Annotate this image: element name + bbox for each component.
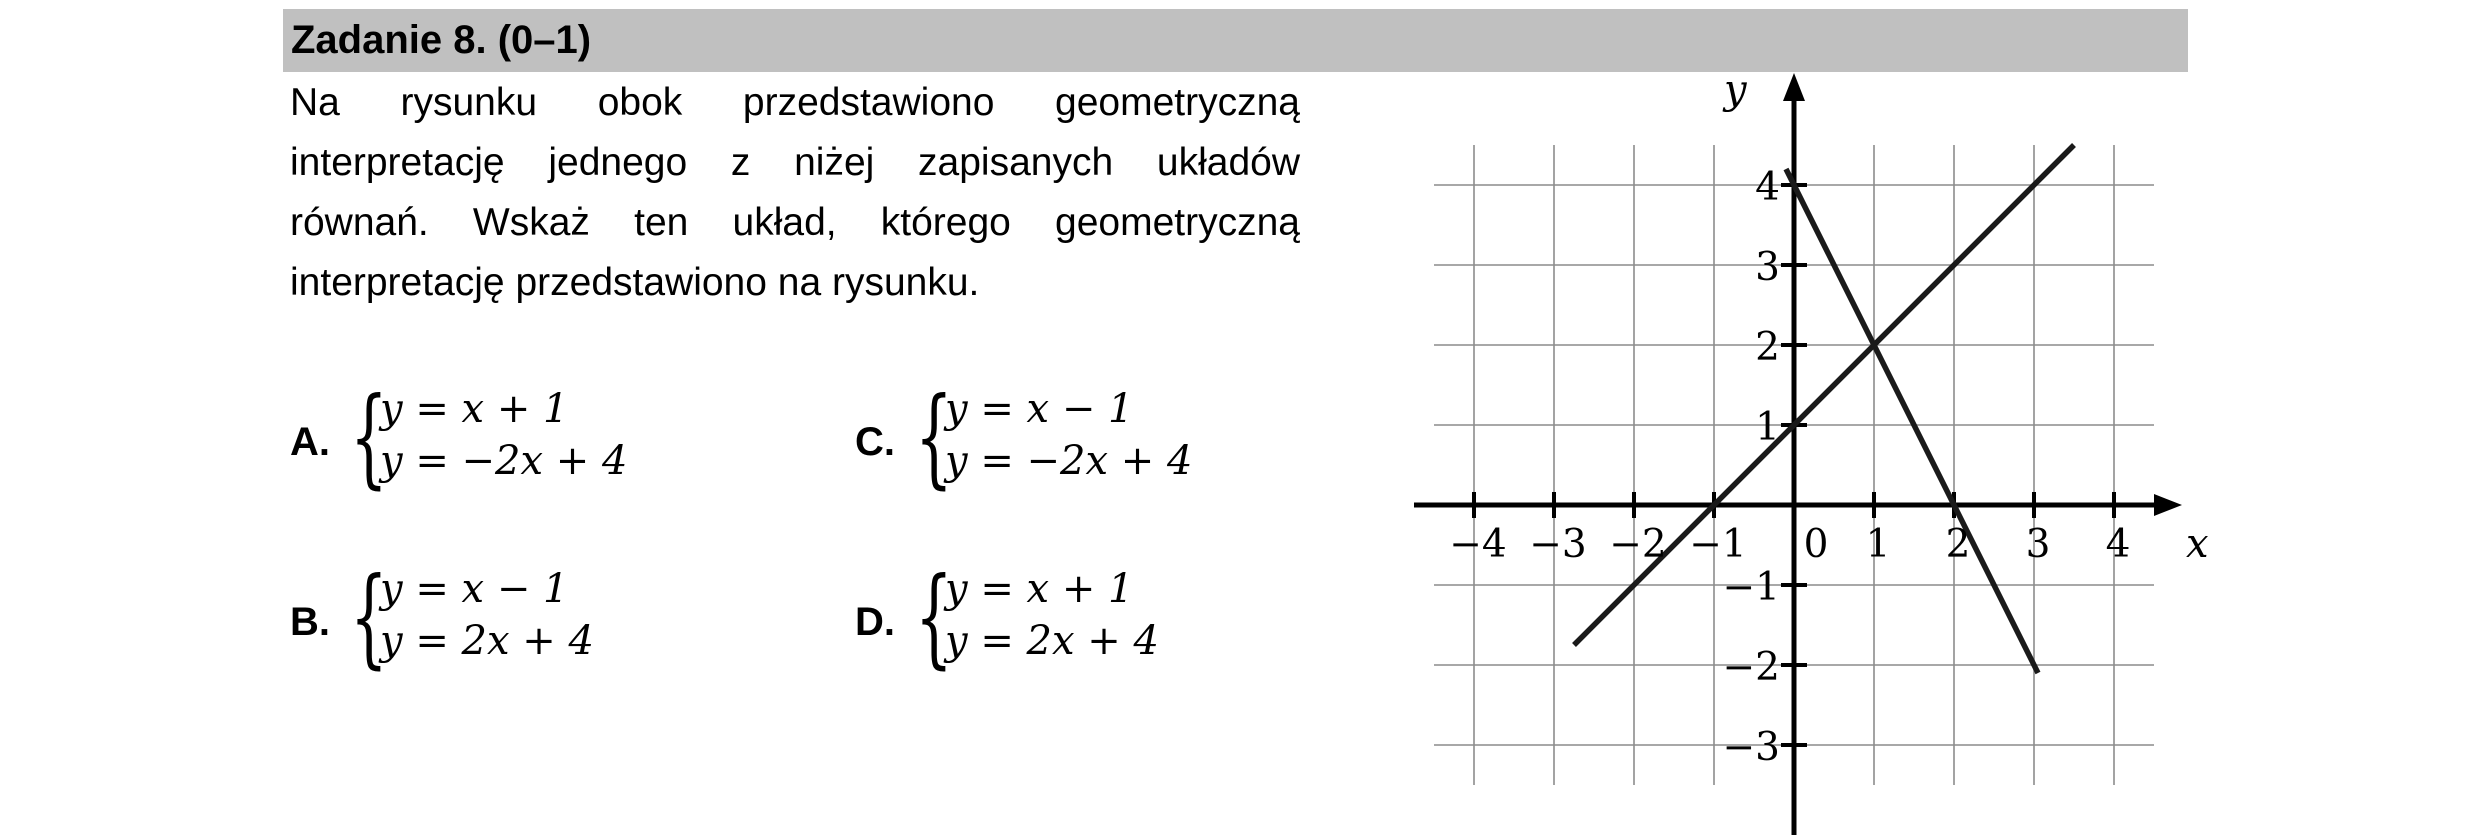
y-tick-label: 4 [1755, 165, 1780, 210]
task-title: Zadanie 8. (0–1) [291, 18, 592, 62]
y-tick-label: 2 [1755, 325, 1780, 370]
option-d-equation-1: y = x + 1 [945, 566, 1134, 612]
x-tick-label: 2 [1945, 522, 1971, 567]
y-tick-label: −1 [1722, 565, 1780, 610]
brace-icon: { [915, 555, 953, 680]
brace-icon: { [350, 375, 388, 500]
option-a-letter: A. [290, 420, 330, 464]
option-c-letter: C. [855, 420, 895, 464]
x-tick-label: 3 [2025, 522, 2051, 567]
option-b-letter: B. [290, 600, 330, 644]
brace-icon: { [350, 555, 388, 680]
x-tick-label: −2 [1609, 522, 1667, 567]
option-c-equation-2: y = −2x + 4 [945, 438, 1193, 484]
option-a-equation-2: y = −2x + 4 [380, 438, 628, 484]
function-line-1 [1574, 145, 2074, 645]
option-d-letter: D. [855, 600, 895, 644]
y-tick-label: −3 [1722, 725, 1780, 770]
y-tick-label: 1 [1755, 405, 1780, 450]
option-b-equation-2: y = 2x + 4 [380, 618, 594, 664]
question-line-4: interpretację przedstawiono na rysunku. [290, 261, 980, 304]
option-b-equation-1: y = x − 1 [380, 566, 569, 612]
option-c-equation-1: y = x − 1 [945, 386, 1134, 432]
x-tick-label: 4 [2105, 522, 2131, 567]
question-line-2: interpretację jednego z niżej zapisanych układów [290, 141, 1300, 184]
x-tick-label: −1 [1689, 522, 1747, 567]
y-axis-label: y [1724, 67, 1747, 113]
y-tick-label: −2 [1722, 645, 1780, 690]
x-tick-label: −4 [1449, 522, 1507, 567]
x-tick-label: −3 [1529, 522, 1587, 567]
question-line-3: równań. Wskaż ten układ, którego geometryczną [290, 201, 1300, 244]
option-d-equation-2: y = 2x + 4 [945, 618, 1159, 664]
brace-icon: { [915, 375, 953, 500]
y-axis-arrow-icon [1783, 73, 1805, 101]
x-tick-label: 1 [1865, 522, 1891, 567]
function-lines [1574, 145, 2074, 673]
x-axis-arrow-icon [2154, 494, 2182, 516]
x-tick-label: 0 [1803, 522, 1829, 567]
question-line-1: Na rysunku obok przedstawiono geometryczną [290, 81, 1300, 124]
y-tick-label: 3 [1755, 245, 1780, 290]
x-axis-label: x [2186, 521, 2209, 567]
function-line-2 [1786, 169, 2038, 673]
option-a-equation-1: y = x + 1 [380, 386, 569, 432]
